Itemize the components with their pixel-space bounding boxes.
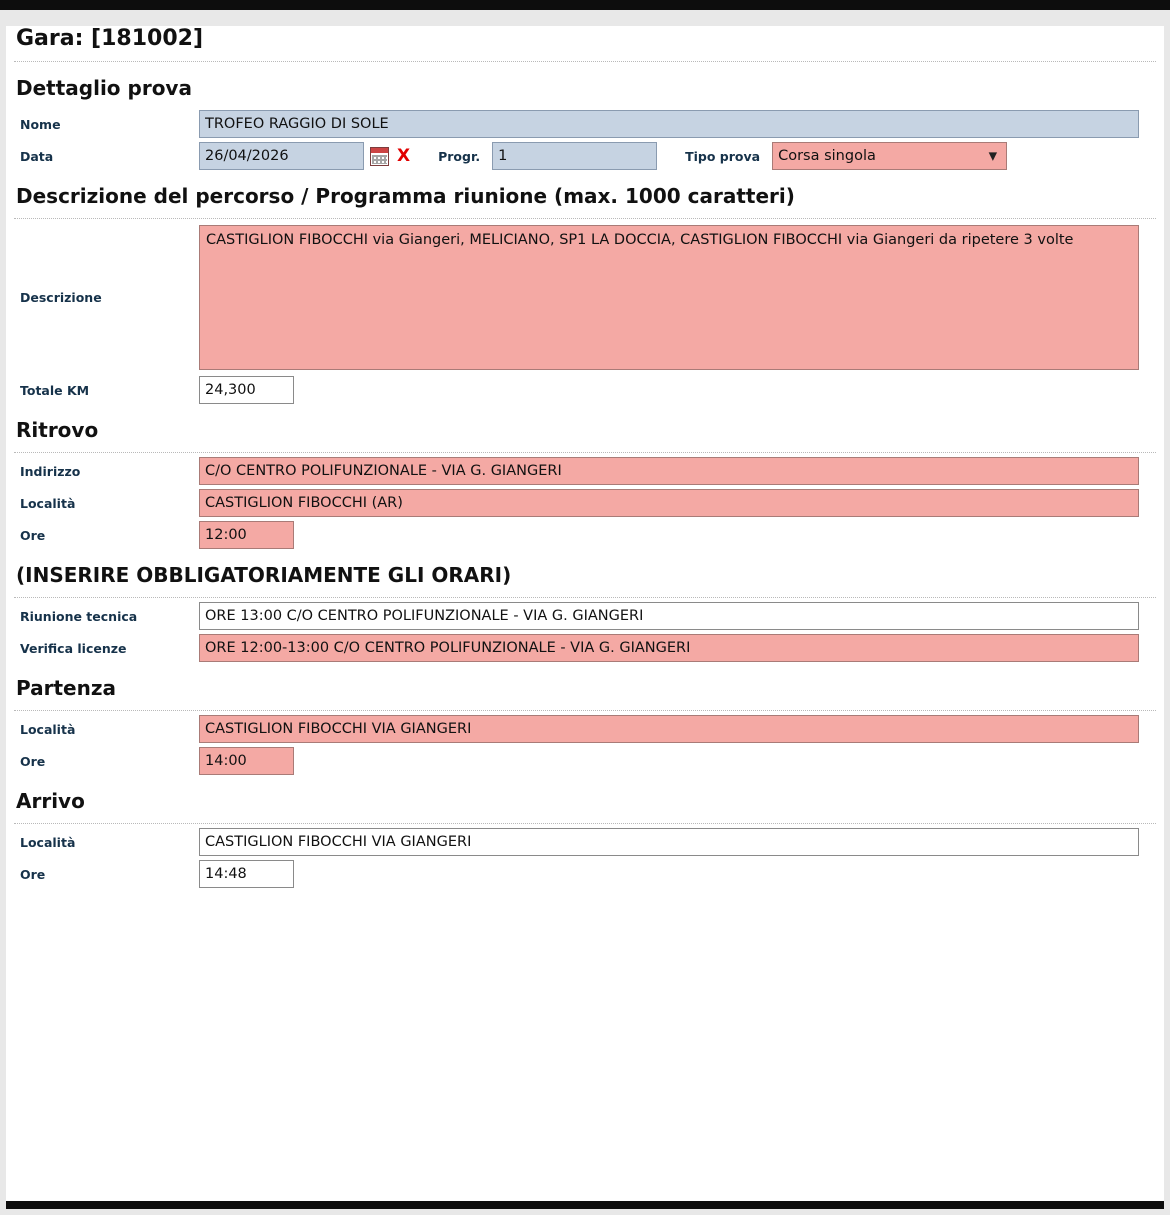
row-verifica-licenze xyxy=(14,634,1156,662)
row-ritrovo-indirizzo xyxy=(14,457,1156,485)
section-ritrovo: Ritrovo xyxy=(16,418,99,442)
label-ore-partenza: Ore xyxy=(20,753,46,769)
tipo-prova-select-wrap xyxy=(772,142,1007,170)
chevron-down-icon: ▼ xyxy=(988,149,998,163)
arrivo-localita-input[interactable] xyxy=(199,828,1139,856)
row-partenza-localita xyxy=(14,715,1156,743)
label-progr: Progr. xyxy=(438,148,481,164)
row-descrizione xyxy=(14,225,1156,370)
arrivo-ore-input[interactable] xyxy=(199,860,294,888)
ritrovo-localita-input[interactable] xyxy=(199,489,1139,517)
divider xyxy=(14,452,1156,453)
section-partenza: Partenza xyxy=(16,676,116,700)
label-descrizione: Descrizione xyxy=(20,290,102,305)
label-tipo-prova: Tipo prova xyxy=(685,148,761,164)
descrizione-textarea[interactable] xyxy=(199,225,1139,370)
label-verifica-licenze: Verifica licenze xyxy=(20,640,127,656)
partenza-ore-input[interactable] xyxy=(199,747,294,775)
verifica-licenze-input[interactable] xyxy=(199,634,1139,662)
totale-km-input[interactable] xyxy=(199,376,294,404)
section-orari-note: (INSERIRE OBBLIGATORIAMENTE GLI ORARI) xyxy=(16,563,512,587)
gara-detail-page xyxy=(0,26,1170,1215)
label-localita-arrivo: Località xyxy=(20,834,76,850)
row-data xyxy=(14,142,1156,170)
label-localita: Località xyxy=(20,495,76,511)
progr-input[interactable] xyxy=(492,142,657,170)
divider xyxy=(14,61,1156,62)
label-ore: Ore xyxy=(20,527,46,543)
tipo-prova-select[interactable] xyxy=(772,142,1007,170)
window-bottom-bar xyxy=(6,1201,1164,1209)
close-icon[interactable]: X xyxy=(397,146,411,166)
window-top-bar xyxy=(0,0,1170,10)
calendar-icon[interactable] xyxy=(370,147,389,166)
row-nome xyxy=(14,110,1156,138)
section-dettaglio-prova: Dettaglio prova xyxy=(16,76,192,100)
label-localita-partenza: Località xyxy=(20,721,76,737)
data-input[interactable] xyxy=(199,142,364,170)
label-data: Data xyxy=(20,148,54,164)
row-riunione-tecnica xyxy=(14,602,1156,630)
partenza-localita-input[interactable] xyxy=(199,715,1139,743)
row-partenza-ore xyxy=(14,747,1156,775)
divider xyxy=(14,823,1156,824)
page-title: Gara: [181002] xyxy=(16,26,204,51)
ritrovo-ore-input[interactable] xyxy=(199,521,294,549)
riunione-tecnica-input[interactable] xyxy=(199,602,1139,630)
divider xyxy=(14,218,1156,219)
section-arrivo: Arrivo xyxy=(16,789,85,813)
row-ritrovo-ore xyxy=(14,521,1156,549)
divider xyxy=(14,597,1156,598)
label-totale-km: Totale KM xyxy=(20,382,90,398)
nome-input[interactable] xyxy=(199,110,1139,138)
label-riunione-tecnica: Riunione tecnica xyxy=(20,608,138,624)
label-ore-arrivo: Ore xyxy=(20,866,46,882)
row-totale-km xyxy=(14,376,1156,404)
row-ritrovo-localita xyxy=(14,489,1156,517)
divider xyxy=(14,710,1156,711)
row-arrivo-localita xyxy=(14,828,1156,856)
ritrovo-indirizzo-input[interactable] xyxy=(199,457,1139,485)
page-content xyxy=(6,26,1164,888)
section-descrizione: Descrizione del percorso / Programma riunione (max. 1000 caratteri) xyxy=(16,184,795,208)
label-indirizzo: Indirizzo xyxy=(20,463,81,479)
label-nome: Nome xyxy=(20,116,61,132)
row-arrivo-ore xyxy=(14,860,1156,888)
